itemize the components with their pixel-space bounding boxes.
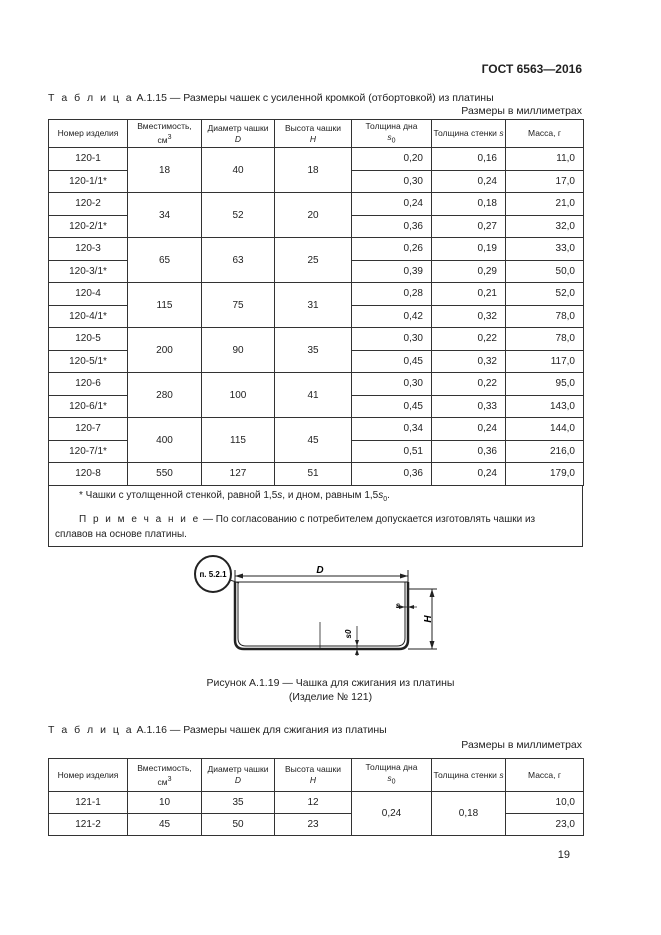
cell-height: 51 <box>275 463 352 486</box>
cell-diameter: 40 <box>202 148 275 193</box>
cell-bottom: 0,36 <box>352 215 432 238</box>
table1-title: А.1.15 — Размеры чашек с усиленной кромкой (отбортовкой) из платины <box>136 92 494 104</box>
table-row <box>49 193 584 216</box>
cell-capacity: 550 <box>128 463 202 486</box>
dim-h-arrow-bottom <box>430 641 435 649</box>
table2-prefix: Т а б л и ц а <box>48 724 134 736</box>
cell-wall: 0,32 <box>432 305 506 328</box>
cell-mass: 95,0 <box>506 373 584 396</box>
t2-col-bottom: Толщина дна $s_0$ <box>352 759 432 792</box>
cell-bottom: 0,26 <box>352 238 432 261</box>
figure-caption <box>0 676 661 704</box>
table1-footnote: * Чашки с утолщенной стенкой, равной 1,5s, и дном, равным $1,5s_0$. <box>79 490 390 503</box>
table-row <box>49 373 584 396</box>
dim-d-arrow-left <box>235 574 243 579</box>
cell-bottom: 0,30 <box>352 328 432 351</box>
cell-diameter: 127 <box>202 463 275 486</box>
dim-d-arrow-right <box>400 574 408 579</box>
cell-mass: 17,0 <box>506 170 584 193</box>
cell-item: 120-1/1* <box>49 170 128 193</box>
t2-col-mass: Масса, г <box>506 759 584 792</box>
cell-mass: 179,0 <box>506 463 584 486</box>
table1 <box>48 119 584 486</box>
cell-bottom: 0,34 <box>352 418 432 441</box>
cell-item: 120-3/1* <box>49 260 128 283</box>
page-number: 19 <box>557 849 570 861</box>
cell-mass: 143,0 <box>506 395 584 418</box>
cup-outer-wall <box>235 582 408 649</box>
figure-caption-line2: (Изделие № 121) <box>288 691 373 703</box>
cell-diameter: 52 <box>202 193 275 238</box>
cell-diameter: 35 <box>202 792 275 814</box>
cell-mass: 78,0 <box>506 328 584 351</box>
cell-item: 120-7 <box>49 418 128 441</box>
table1-header-row <box>49 120 584 148</box>
cell-wall: 0,22 <box>432 373 506 396</box>
cell-height: 25 <box>275 238 352 283</box>
cell-bottom: 0,36 <box>352 463 432 486</box>
table-row <box>49 148 584 171</box>
cell-diameter: 75 <box>202 283 275 328</box>
callout-label: п. 5.2.1 <box>199 570 227 579</box>
cell-wall-shared: 0,18 <box>432 792 506 836</box>
cell-wall: 0,29 <box>432 260 506 283</box>
cell-mass: 23,0 <box>506 814 584 836</box>
cell-diameter: 50 <box>202 814 275 836</box>
cell-height: 35 <box>275 328 352 373</box>
cell-bottom: 0,39 <box>352 260 432 283</box>
cell-height: 12 <box>275 792 352 814</box>
cup-inner-wall <box>238 582 405 646</box>
figure-caption-line1: Рисунок А.1.19 — Чашка для сжигания из платины <box>206 677 455 689</box>
cell-wall: 0,22 <box>432 328 506 351</box>
cell-wall: 0,21 <box>432 283 506 306</box>
cell-mass: 144,0 <box>506 418 584 441</box>
cell-item: 121-1 <box>49 792 128 814</box>
cell-item: 120-3 <box>49 238 128 261</box>
cell-capacity: 400 <box>128 418 202 463</box>
cell-wall: 0,18 <box>432 193 506 216</box>
cell-capacity: 10 <box>128 792 202 814</box>
cell-wall: 0,36 <box>432 440 506 463</box>
cell-item: 120-4/1* <box>49 305 128 328</box>
dim-h-label: H <box>423 615 434 623</box>
cell-item: 120-4 <box>49 283 128 306</box>
cell-bottom: 0,42 <box>352 305 432 328</box>
cell-wall: 0,27 <box>432 215 506 238</box>
cell-item: 120-2/1* <box>49 215 128 238</box>
col-capacity: Вместимость, $см^3$ <box>128 120 202 148</box>
cell-bottom: 0,24 <box>352 193 432 216</box>
col-item: Номер изделия <box>49 120 128 148</box>
cell-bottom: 0,28 <box>352 283 432 306</box>
t2-col-diameter: Диаметр чашки D <box>202 759 275 792</box>
col-wall: Толщина стенки s <box>432 120 506 148</box>
table1-note <box>55 512 574 542</box>
cell-bottom: 0,30 <box>352 170 432 193</box>
col-bottom: Толщина дна $s_0$ <box>352 120 432 148</box>
table-row <box>49 418 584 441</box>
cell-mass: 21,0 <box>506 193 584 216</box>
cell-wall: 0,24 <box>432 170 506 193</box>
cell-wall: 0,19 <box>432 238 506 261</box>
table1-units: Размеры в миллиметрах <box>461 105 582 117</box>
cell-bottom: 0,45 <box>352 395 432 418</box>
cell-item: 120-7/1* <box>49 440 128 463</box>
cell-item: 120-5 <box>49 328 128 351</box>
table1-footnote-block <box>48 485 583 547</box>
cell-mass: 32,0 <box>506 215 584 238</box>
cell-capacity: 280 <box>128 373 202 418</box>
cell-bottom: 0,30 <box>352 373 432 396</box>
col-diameter: Диаметр чашки D <box>202 120 275 148</box>
cell-mass: 11,0 <box>506 148 584 171</box>
t2-col-capacity: Вместимость, $см^3$ <box>128 759 202 792</box>
dim-s0-label: s0 <box>344 629 353 639</box>
cell-wall: 0,16 <box>432 148 506 171</box>
cell-mass: 117,0 <box>506 350 584 373</box>
cell-height: 41 <box>275 373 352 418</box>
table-row <box>49 328 584 351</box>
cell-capacity: 65 <box>128 238 202 283</box>
cell-mass: 33,0 <box>506 238 584 261</box>
document-number: ГОСТ 6563—2016 <box>481 62 582 76</box>
cell-capacity: 115 <box>128 283 202 328</box>
cup-drawing <box>185 552 445 664</box>
t2-col-height: Высота чашки H <box>275 759 352 792</box>
col-height: Высота чашки H <box>275 120 352 148</box>
cell-item: 120-8 <box>49 463 128 486</box>
dim-s-label: s <box>395 601 401 610</box>
table1-prefix: Т а б л и ц а <box>48 92 134 104</box>
col-mass: Масса, г <box>506 120 584 148</box>
table-row <box>49 792 584 814</box>
cell-capacity: 45 <box>128 814 202 836</box>
cell-diameter: 63 <box>202 238 275 283</box>
cell-bottom: 0,51 <box>352 440 432 463</box>
table-row <box>49 463 584 486</box>
cell-bottom-shared: 0,24 <box>352 792 432 836</box>
cell-diameter: 115 <box>202 418 275 463</box>
table1-caption <box>48 92 494 104</box>
table2-units: Размеры в миллиметрах <box>461 739 582 751</box>
table-row <box>49 238 584 261</box>
cell-wall: 0,32 <box>432 350 506 373</box>
dim-d-label: D <box>316 565 324 576</box>
table2-caption <box>48 724 387 736</box>
cell-bottom: 0,45 <box>352 350 432 373</box>
t2-col-wall: Толщина стенки s <box>432 759 506 792</box>
cell-item: 120-1 <box>49 148 128 171</box>
cell-height: 20 <box>275 193 352 238</box>
cell-height: 31 <box>275 283 352 328</box>
cell-capacity: 18 <box>128 148 202 193</box>
cell-diameter: 100 <box>202 373 275 418</box>
table2-header-row <box>49 759 584 792</box>
cell-mass: 10,0 <box>506 792 584 814</box>
dim-h-arrow-top <box>430 589 435 597</box>
cell-height: 23 <box>275 814 352 836</box>
cell-mass: 216,0 <box>506 440 584 463</box>
cell-item: 120-6 <box>49 373 128 396</box>
cell-mass: 50,0 <box>506 260 584 283</box>
cell-item: 120-2 <box>49 193 128 216</box>
cell-item: 120-6/1* <box>49 395 128 418</box>
note-label: П р и м е ч а н и е <box>79 514 201 525</box>
cell-wall: 0,33 <box>432 395 506 418</box>
cell-wall: 0,24 <box>432 418 506 441</box>
cell-height: 18 <box>275 148 352 193</box>
cell-height: 45 <box>275 418 352 463</box>
cell-wall: 0,24 <box>432 463 506 486</box>
cell-capacity: 200 <box>128 328 202 373</box>
cell-capacity: 34 <box>128 193 202 238</box>
cell-bottom: 0,20 <box>352 148 432 171</box>
table-row <box>49 283 584 306</box>
cell-item: 121-2 <box>49 814 128 836</box>
dim-s0-arrow-top <box>355 640 359 646</box>
cell-item: 120-5/1* <box>49 350 128 373</box>
t2-col-item: Номер изделия <box>49 759 128 792</box>
note-text: — По согласованию с потребителем допускается изготовлять чашки из сплавов на основе платины. <box>55 514 536 540</box>
cell-diameter: 90 <box>202 328 275 373</box>
cell-mass: 78,0 <box>506 305 584 328</box>
cell-mass: 52,0 <box>506 283 584 306</box>
table2 <box>48 758 584 836</box>
table2-title: А.1.16 — Размеры чашек для сжигания из платины <box>136 724 387 736</box>
